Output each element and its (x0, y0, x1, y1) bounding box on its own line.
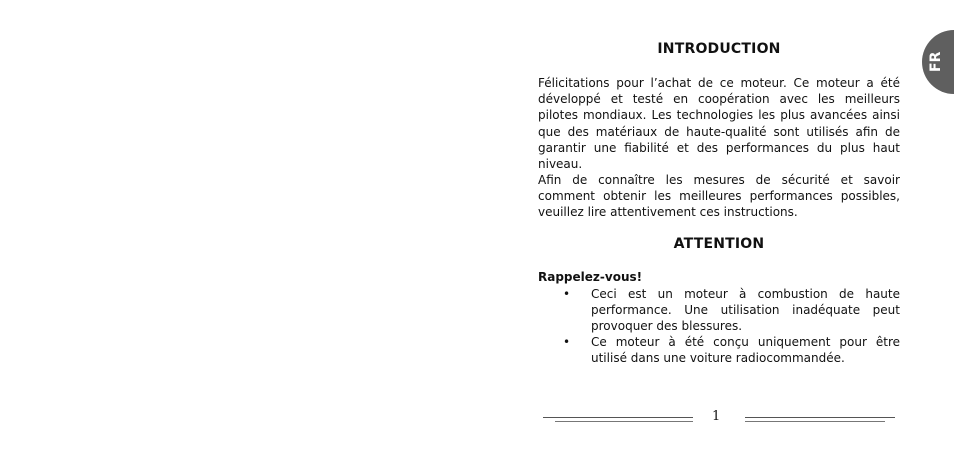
bullet-icon: • (563, 335, 571, 349)
footer-rule-right (745, 417, 895, 418)
introduction-heading: INTRODUCTION (657, 41, 781, 57)
introduction-paragraph: Félicitations pour l’achat de ce moteur. Ce moteur a été développé et testé en coopération avec les meilleurs pilotes mondiaux. Les technologies les plus avancées ainsi que des matériaux de haute-qualité sont utilisés afin de garantir une fiabilité et des performances du plus haut niveau. (538, 76, 900, 172)
list-item (538, 334, 900, 366)
reminder-label: Rappelez-vous! (538, 270, 643, 284)
language-tab-label: FR (928, 51, 944, 72)
bullet-icon: • (563, 287, 571, 301)
attention-heading: ATTENTION (673, 236, 765, 252)
introduction-paragraph: Afin de connaître les mesures de sécurité et savoir comment obtenir les meilleures performances possibles, veuillez lire attentivement ces instructions. (538, 173, 900, 220)
footer-rule-left (543, 417, 693, 418)
list-item-text: Ceci est un moteur à combustion de haute performance. Une utilisation inadéquate peut provoquer des blessures. (591, 287, 900, 333)
page-number: 1 (712, 409, 721, 424)
list-item (538, 286, 900, 334)
list-item-text: Ce moteur à été conçu uniquement pour être utilisé dans une voiture radiocommandée. (591, 335, 900, 365)
attention-bullet-list (538, 286, 900, 366)
footer-rule-left-lower (555, 421, 693, 422)
footer-rule-right-lower (745, 421, 885, 422)
